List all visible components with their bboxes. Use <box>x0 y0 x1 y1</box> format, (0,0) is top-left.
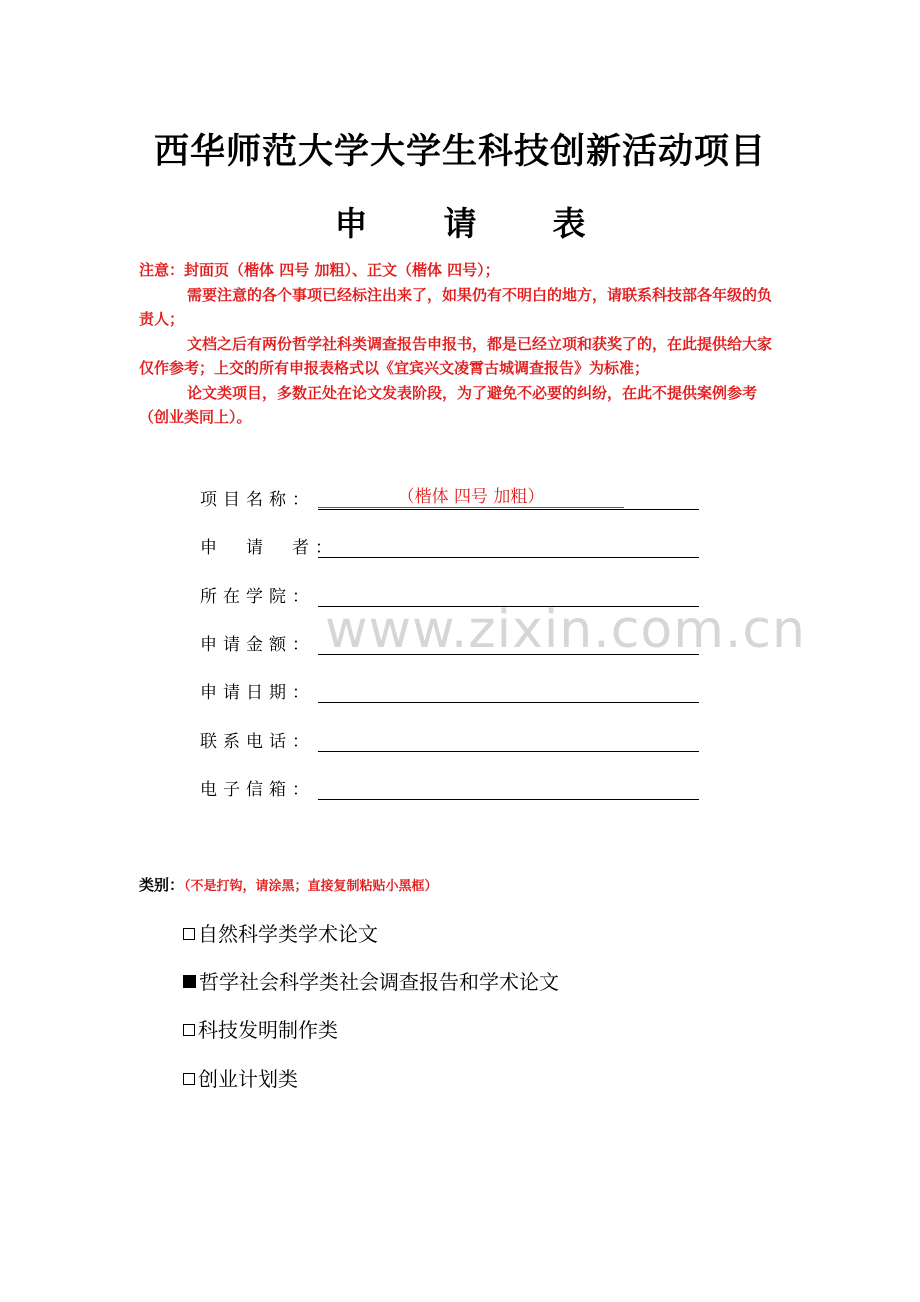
date-field[interactable] <box>318 680 699 703</box>
amount-row <box>200 625 700 655</box>
category-hint: （不是打钩，请涂黑；直接复制粘贴小黑框） <box>184 879 438 894</box>
checkbox-empty-icon[interactable] <box>183 928 195 940</box>
project-name-row <box>200 480 700 510</box>
notes-block <box>139 258 784 430</box>
category-option-label: 科技发明制作类 <box>198 1018 338 1042</box>
applicant-label: 申 请 者： <box>200 538 338 558</box>
amount-field[interactable] <box>318 632 699 655</box>
checkbox-empty-icon[interactable] <box>183 1073 195 1085</box>
note-line: 注意：封面页（楷体 四号 加粗）、正文（楷体 四号）； <box>139 261 500 279</box>
date-label: 申请日期： <box>200 683 315 703</box>
email-row <box>200 770 700 800</box>
category-option-label: 哲学社会科学类社会调查报告和学术论文 <box>199 970 559 994</box>
category-option[interactable] <box>183 966 559 995</box>
amount-label: 申请金额： <box>200 635 315 655</box>
applicant-row <box>200 528 700 558</box>
phone-label: 联系电话： <box>200 732 315 752</box>
email-label: 电子信箱： <box>200 780 315 800</box>
checkbox-empty-icon[interactable] <box>183 1024 195 1036</box>
applicant-field[interactable] <box>318 535 699 558</box>
college-label: 所在学院： <box>200 587 315 607</box>
category-heading <box>139 874 438 895</box>
note-line: 文档之后有两份哲学社科类调查报告申报书，都是已经立项和获奖了的，在此提供给大家仅作参考；上交的所有申报表格式以《宜宾兴文凌霄古城调查报告》为标准； <box>139 334 773 377</box>
checkbox-filled-icon[interactable] <box>183 975 196 988</box>
project-name-field[interactable] <box>318 487 699 510</box>
email-field[interactable] <box>318 777 699 800</box>
college-field[interactable] <box>318 584 699 607</box>
phone-field[interactable] <box>318 729 699 752</box>
category-label: 类别： <box>139 876 185 894</box>
page-title: 西华师范大学大学生科技创新活动项目 <box>153 132 766 172</box>
category-option-label: 自然科学类学术论文 <box>198 922 378 946</box>
category-option[interactable] <box>183 918 378 947</box>
project-name-hint: （楷体 四号 加粗） <box>318 482 624 508</box>
category-option[interactable] <box>183 1063 298 1092</box>
college-row <box>200 577 700 607</box>
project-name-label: 项目名称： <box>200 490 315 510</box>
form-subtitle <box>0 198 920 245</box>
subtitle-char: 请 <box>443 204 477 243</box>
note-line: 论文类项目，多数正处在论文发表阶段，为了避免不必要的纠纷，在此不提供案例参考（创业类同上）。 <box>139 383 758 426</box>
note-line: 需要注意的各个事项已经标注出来了，如果仍有不明白的地方，请联系科技部各年级的负责人； <box>139 285 773 328</box>
phone-row <box>200 722 700 752</box>
watermark: www.zixin.com.cn <box>325 600 806 660</box>
date-row <box>200 673 700 703</box>
subtitle-char: 申 <box>334 204 368 243</box>
category-option-label: 创业计划类 <box>198 1067 298 1091</box>
category-option[interactable] <box>183 1014 338 1043</box>
subtitle-char: 表 <box>552 204 586 243</box>
